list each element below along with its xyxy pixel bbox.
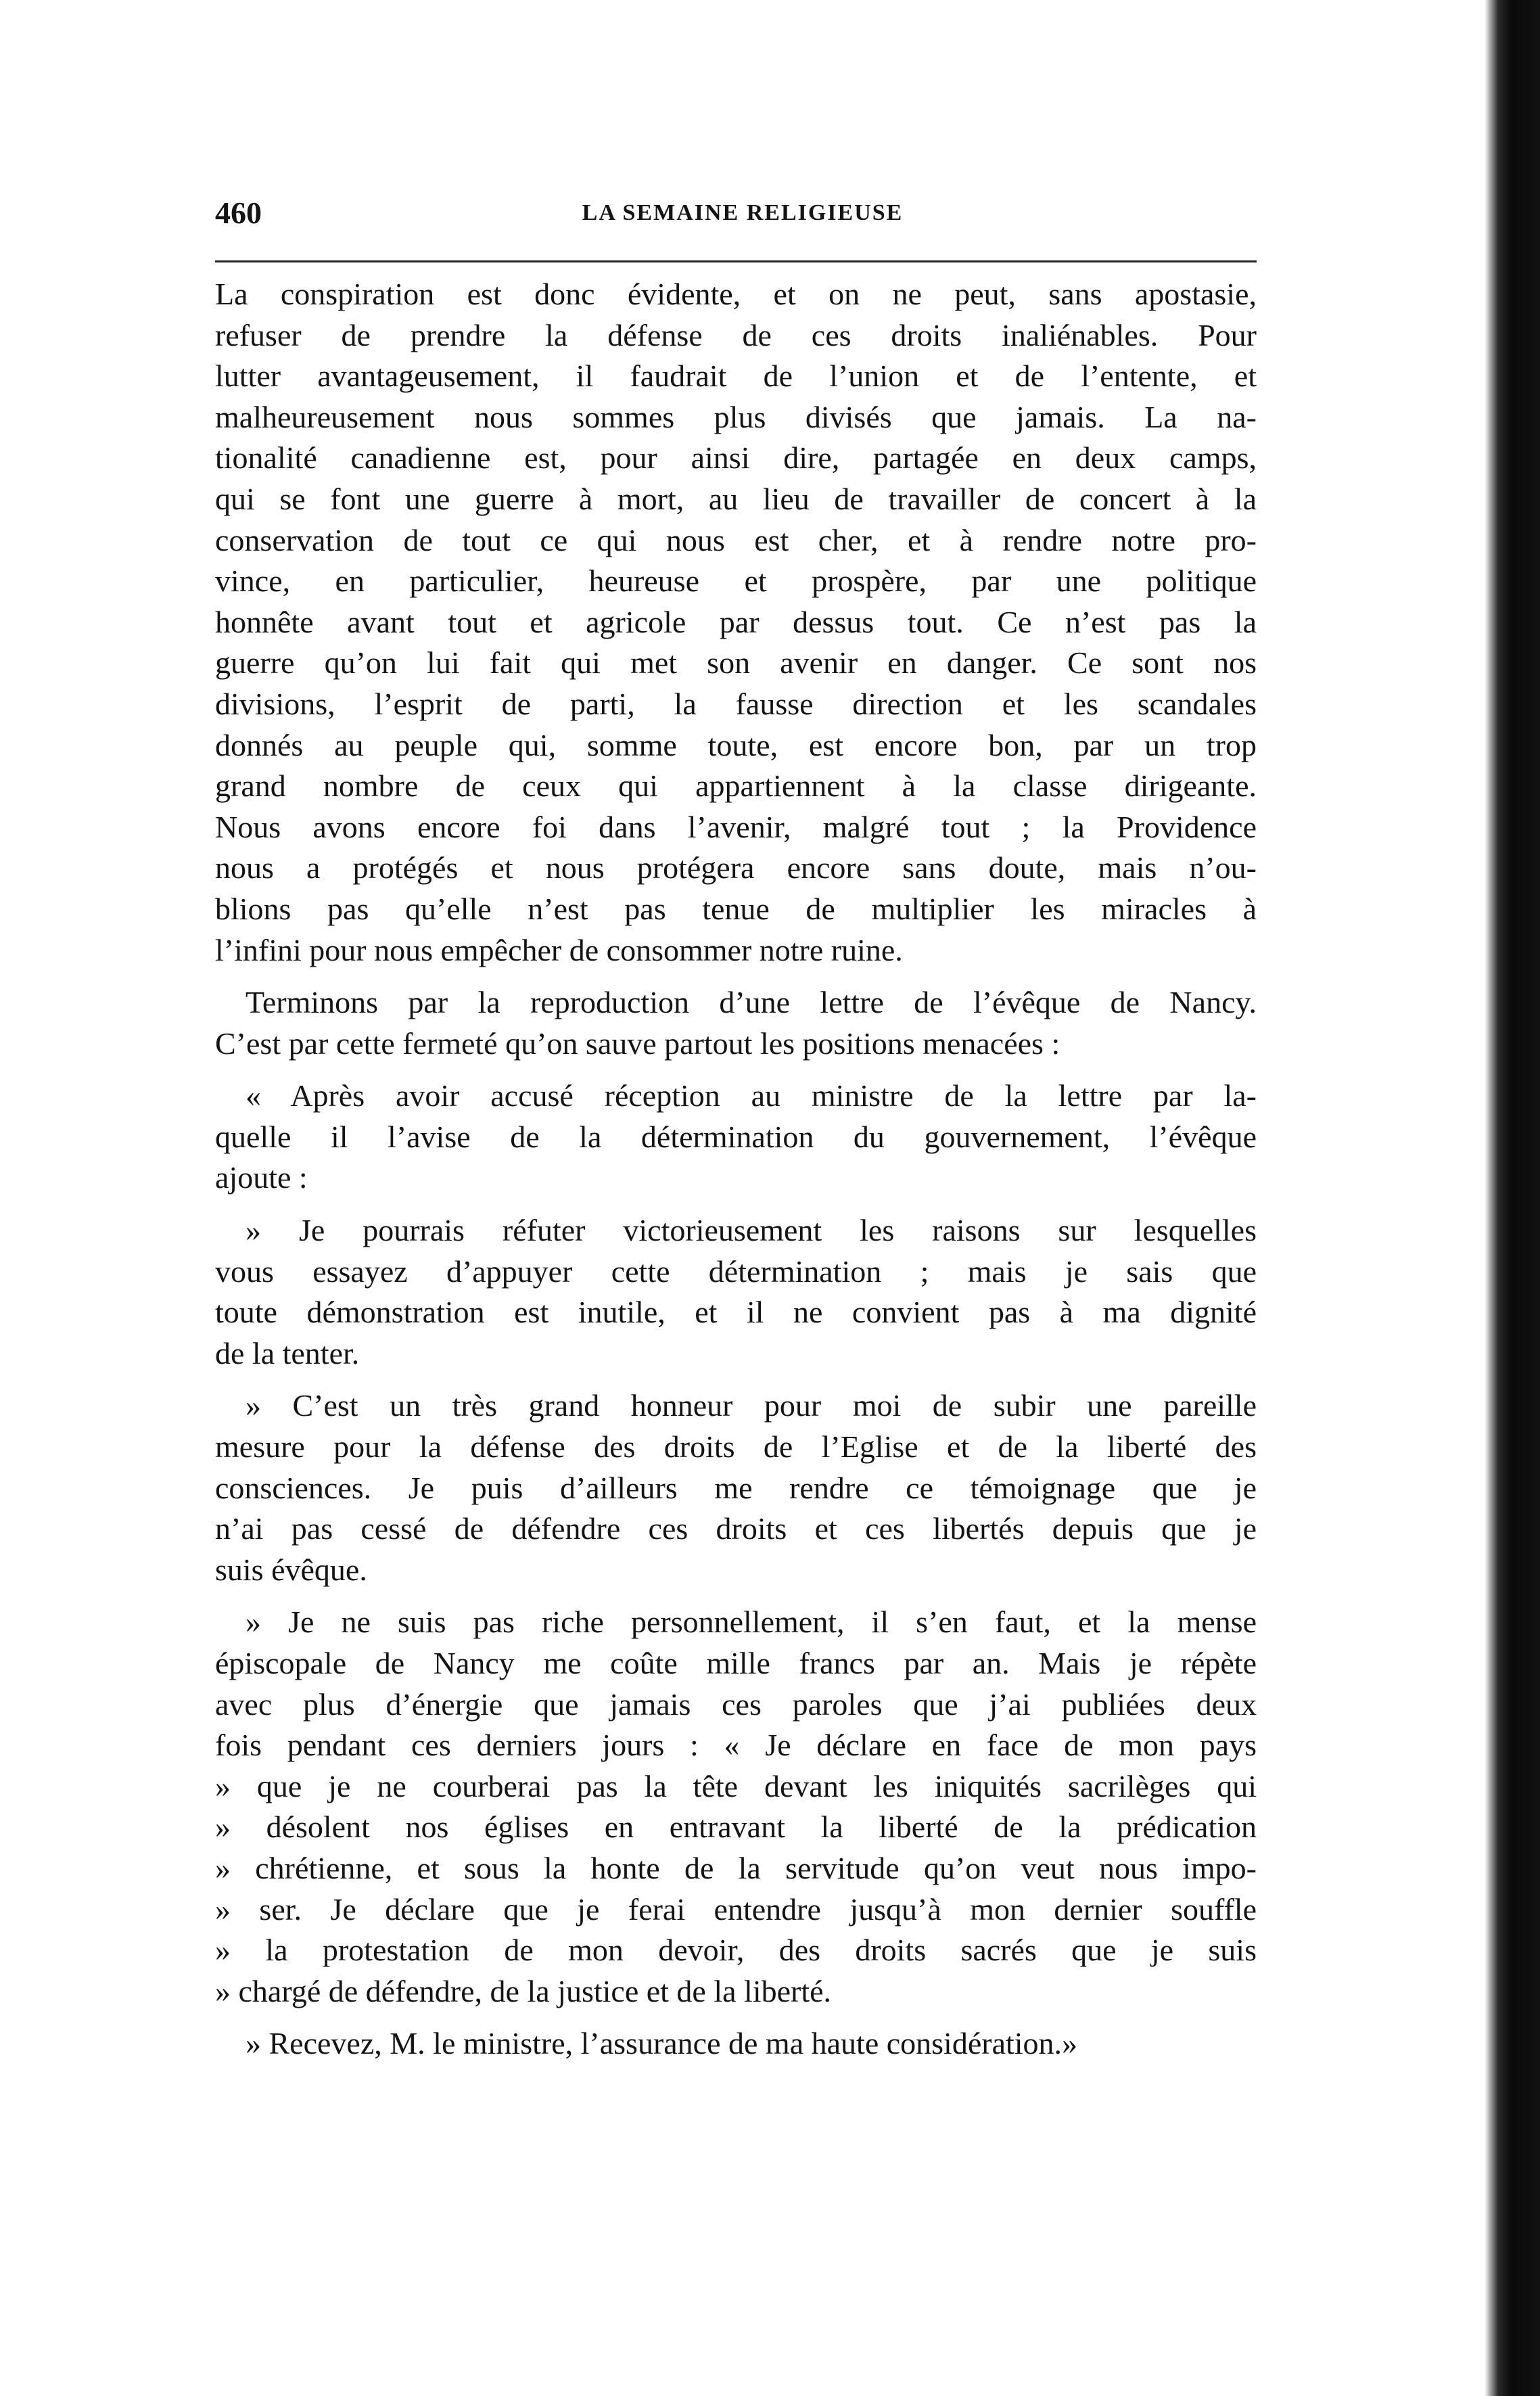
text-line: de la tenter. (215, 1335, 360, 1370)
text-line: » la protestation de mon devoir, des droits sacrés que je suis (215, 1933, 1257, 1968)
text-line: « Après avoir accusé réception au ministre de la lettre par la- (246, 1078, 1257, 1113)
text-line: nous a protégés et nous protégera encore sans doute, mais n’ou- (215, 850, 1257, 885)
text-line: » chargé de défendre, de la justice et de la liberté. (215, 1973, 832, 2008)
text-line: blions pas qu’elle n’est pas tenue de multiplier les miracles à (215, 891, 1257, 926)
paragraph (215, 2023, 1257, 2065)
text-line: mesure pour la défense des droits de l’Eglise et de la liberté des (215, 1429, 1257, 1465)
text-line: consciences. Je puis d’ailleurs me rendre ce témoignage que je (215, 1470, 1257, 1505)
text-line: lutter avantageusement, il faudrait de l’union et de l’entente, et (215, 359, 1257, 394)
text-line: » Je pourrais réfuter victorieusement les raisons sur lesquelles (246, 1213, 1257, 1248)
page-number: 460 (215, 195, 262, 230)
text-line: l’infini pour nous empêcher de consommer notre ruine. (215, 932, 903, 967)
text-line: divisions, l’esprit de parti, la fausse direction et les scandales (215, 686, 1257, 721)
paragraph (215, 982, 1257, 1064)
text-line: grand nombre de ceux qui appartiennent à la classe dirigeante. (215, 768, 1257, 804)
text-line: qui se font une guerre à mort, au lieu de travailler de concert à la (215, 481, 1257, 516)
text-line: vous essayez d’appuyer cette détermination ; mais je sais que (215, 1253, 1257, 1289)
text-line: conservation de tout ce qui nous est cher, et à rendre notre pro- (215, 522, 1257, 557)
paragraph (215, 1602, 1257, 2012)
text-line: » Recevez, M. le ministre, l’assurance de ma haute considération.» (246, 2026, 1078, 2061)
text-line: » désolent nos églises en entravant la liberté de la prédication (215, 1810, 1257, 1845)
text-line: suis évêque. (215, 1552, 367, 1587)
text-line: n’ai pas cessé de défendre ces droits et ces libertés depuis que je (215, 1511, 1257, 1546)
paragraph (215, 1076, 1257, 1199)
text-line: C’est par cette fermeté qu’on sauve partout les positions menacées : (215, 1026, 1060, 1061)
text-line: vince, en particulier, heureuse et prospère, par une politique (215, 563, 1257, 599)
paragraph (215, 274, 1257, 971)
text-line: » Je ne suis pas riche personnellement, il s’en faut, et la mense (246, 1605, 1257, 1640)
running-head: LA SEMAINE RELIGIEUSE (582, 200, 904, 225)
header-rule (215, 260, 1257, 262)
text-line: épiscopale de Nancy me coûte mille francs par an. Mais je répète (215, 1646, 1257, 1680)
text-line: tionalité canadienne est, pour ainsi dire, partagée en deux camps, (215, 440, 1257, 476)
paragraph (215, 1210, 1257, 1374)
text-line: Nous avons encore foi dans l’avenir, malgré tout ; la Providence (215, 809, 1257, 844)
text-line: honnête avant tout et agricole par dessus tout. Ce n’est pas la (215, 604, 1257, 639)
text-line: fois pendant ces derniers jours : « Je déclare en face de mon pays (215, 1728, 1257, 1763)
text-line: » que je ne courberai pas la tête devant les iniquités sacrilèges qui (215, 1768, 1257, 1803)
text-line: quelle il l’avise de la détermination du gouvernement, l’évêque (215, 1119, 1257, 1154)
body-text (215, 274, 1257, 2065)
text-line: La conspiration est donc évidente, et on ne peut, sans apostasie, (215, 277, 1257, 311)
text-line: » chrétienne, et sous la honte de la servitude qu’on veut nous impo- (215, 1850, 1257, 1885)
text-line: refuser de prendre la défense de ces droits inaliénables. Pour (215, 317, 1257, 352)
text-line: » C’est un très grand honneur pour moi de subir une pareille (246, 1388, 1257, 1423)
text-line: malheureusement nous sommes plus divisés que jamais. La na- (215, 399, 1257, 434)
text-line: » ser. Je déclare que je ferai entendre jusqu’à mon dernier souffle (215, 1891, 1257, 1927)
text-line: guerre qu’on lui fait qui met son avenir en danger. Ce sont nos (215, 645, 1257, 681)
paragraph (215, 1385, 1257, 1590)
text-line: toute démonstration est inutile, et il ne convient pas à ma dignité (215, 1295, 1257, 1330)
text-line: Terminons par la reproduction d’une lettre de l’évêque de Nancy. (246, 985, 1257, 1020)
text-line: ajoute : (215, 1160, 308, 1195)
text-line: donnés au peuple qui, somme toute, est encore bon, par un trop (215, 727, 1257, 762)
page-header (215, 193, 1257, 233)
text-line: avec plus d’énergie que jamais ces paroles que j’ai publiées deux (215, 1686, 1257, 1722)
page-edge-shadow (1485, 0, 1540, 2396)
